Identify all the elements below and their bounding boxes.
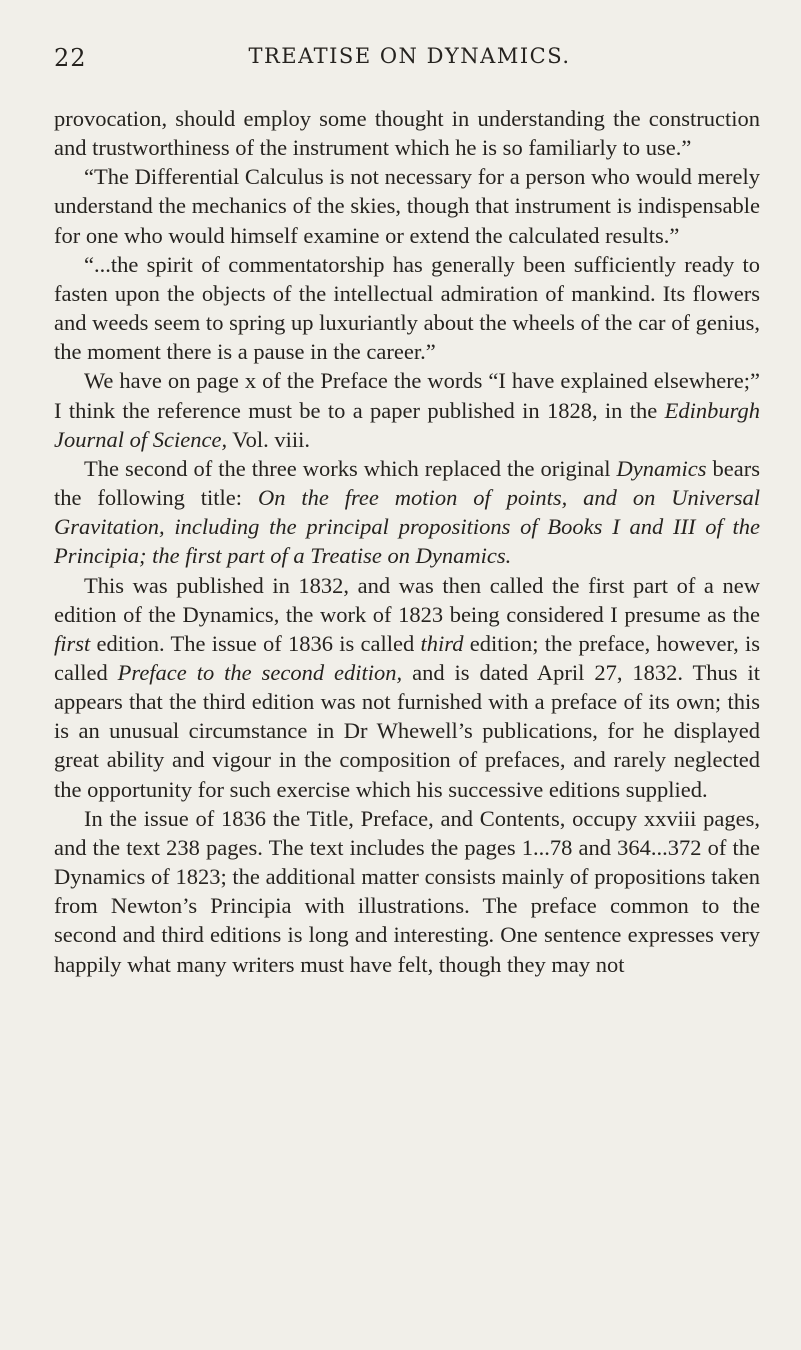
text-run: “The Differential Calculus is not necessary for a person who would merely understand the mechanics of the skies, though that instrument is indispensable for one who would himself examine or extend the calculated results.” — [54, 164, 760, 248]
text-run: and is dated April 27, 1832. Thus it appears that the third edition was not furnished with a preface of its own; this is an unusual circumstance in Dr Whewell’s publications, for he displayed great ability and vigour in the composition of prefaces, and rarely neglected the opportunity for such exercise which his successive editions supplied. — [54, 659, 760, 802]
italic-text: Dynamics — [616, 455, 707, 481]
text-run: In the issue of 1836 the Title, Preface, and Contents, occupy xxviii pages, and the text 238 pages. The text includes the pages 1...78 and 364...372 of the Dynamics of 1823; the additional matter consists mainly of propositions taken from Newton’s Principia with illustrations. The preface common to the second and third editions is long and interesting. One sentence expresses very happily what many writers must have felt, though they may not — [54, 805, 760, 977]
italic-text: Edinburgh Journal of Science, — [54, 397, 760, 452]
text-run: “...the spirit of commentatorship has generally been sufficiently ready to fasten upon the objects of the intellectual admiration of mankind. Its flowers and weeds seem to spring up luxuriantly about the wheels of the car of genius, the moment there is a pause in the career.” — [54, 251, 760, 365]
paragraph — [54, 162, 760, 249]
text-run: Vol. viii. — [227, 426, 311, 452]
italic-text: Preface to the second edition, — [117, 659, 403, 685]
text-run: edition. The issue of 1836 is called — [90, 630, 421, 656]
paragraph — [54, 366, 760, 453]
text-run: edition; the preface, however, is called — [54, 630, 761, 685]
paragraph — [54, 250, 760, 367]
paragraph — [54, 804, 760, 979]
running-head: TREATISE ON DYNAMICS. — [248, 44, 571, 68]
text-run: bears the following title: — [54, 455, 760, 511]
paragraph — [54, 571, 760, 804]
italic-text: third — [420, 630, 464, 656]
body-text — [54, 104, 760, 979]
italic-text: On the free motion of points, and on Universal Gravitation, including the principal propositions of Books I and III of the Principia; the first part of a Treatise on Dynamics. — [54, 485, 760, 569]
page-number: 22 — [54, 44, 87, 72]
paragraph — [54, 104, 760, 162]
text-run: The second of the three works which replaced the original — [84, 455, 617, 481]
text-run: provocation, should employ some thought in understanding the construction and trustworthiness of the instrument which he is so familiarly to use.” — [54, 106, 760, 161]
text-run: This was published in 1832, and was then called the first part of a new edition of the Dynamics, the work of 1823 being considered I presume as the — [54, 572, 760, 627]
text-run: We have on page x of the Preface the words “I have explained elsewhere;” I think the reference must be to a paper published in 1828, in the — [54, 368, 760, 423]
page-header — [54, 44, 765, 84]
paragraph — [54, 454, 760, 571]
italic-text: first — [54, 630, 91, 656]
